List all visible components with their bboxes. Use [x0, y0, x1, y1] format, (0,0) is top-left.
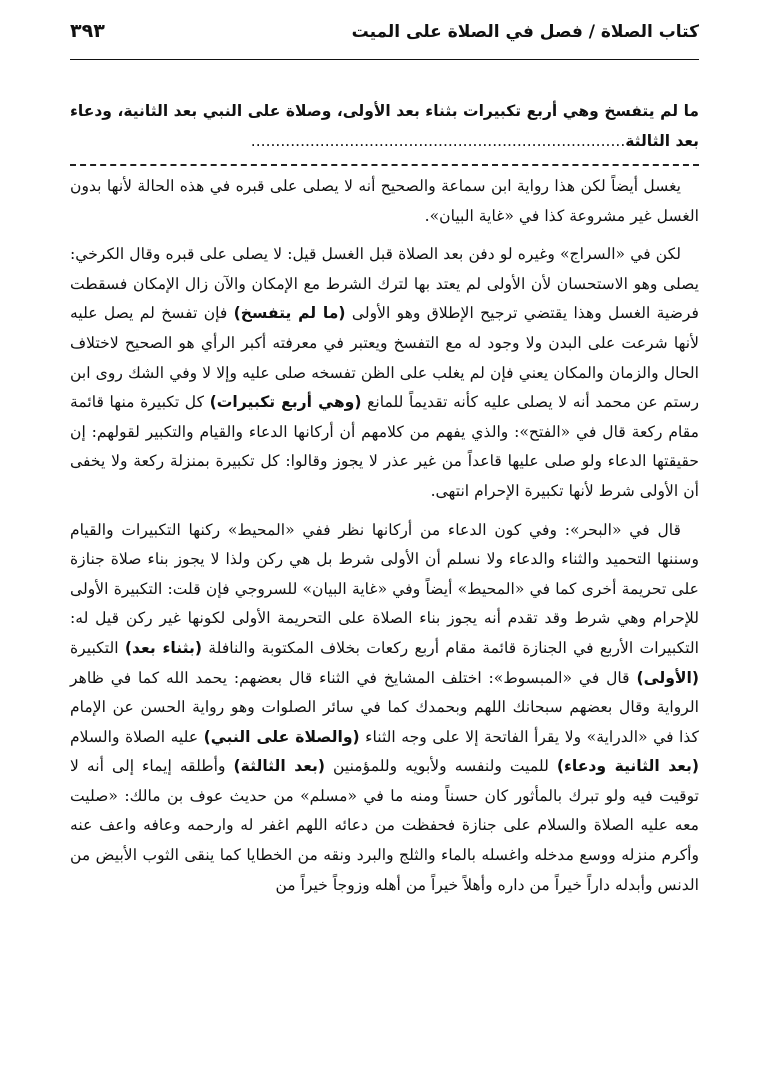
matn-quote: (الأولى) — [636, 668, 699, 687]
page-header — [70, 20, 699, 60]
paragraph-text: وأطلقه إيماء إلى أنه لا توقيت فيه ولو تبرك بالمأثور كان حسناً ومنه ما في «مسلم» من حديث عوف بن مالك: «صليت معه عليه الصلاة والسلام على جنازة فحفظت من دعائه اللهم اغفر له وارحمه وعافه واعف عنه وأكرم منزله ووسع مدخله واغسله بالماء والثلج والبرد ونقه من الخطايا كما ينقى الثوب الأبيض من الدنس وأبدله داراً خيراً من داره وأهلاً خيراً من أهله وزوجاً خيراً من — [70, 757, 699, 894]
matn-dots: ............................................................................ — [250, 132, 626, 150]
matn-quote: (بثناء بعد) — [124, 638, 202, 657]
matn-text: ما لم يتفسخ وهي أربع تكبيرات بثناء بعد الأولى، وصلاة على النبي بعد الثانية، ودعاء بعد الثالثة — [70, 102, 699, 150]
paragraph-text: لكن في «السراج» وغيره لو دفن بعد الصلاة قبل الغسل قيل: لا يصلى على قبره وقال الكرخي: يصلى وهو الاستحسان لأن الأولى لم يعتد بها لترك الشرط مع الإمكان والآن زال الإمكان فسقطت فرضية الغسل وهذا يقتضي ترجيح الإطلاق وهو الأولى — [70, 245, 699, 323]
paragraph-text: التكبيرة — [70, 638, 125, 657]
matn-quote: (بعد الثالثة) — [233, 757, 326, 776]
running-title: كتاب الصلاة / فصل في الصلاة على الميت — [351, 22, 699, 42]
matn-quote: (وهي أربع تكبيرات) — [209, 393, 362, 412]
paragraph-text: قال في «البحر»: وفي كون الدعاء من أركانها نظر ففي «المحيط» ركنها التكبيرات والقيام وسننها التحميد والثناء والدعاء ولا نسلم أن الأولى شرط بل هي ركن ولذا لا يجوز بناء صلاة جنازة على تحريمة أخرى كما في «المحيط» أيضاً وفي «غاية البيان» للسروجي فإن قلت: التكبيرة الأولى للإحرام وهي شرط وقد تقدم أنه يجوز بناء الصلاة على التحريمة الأولى لكونها غير ركن قيل له: التكبيرات الأربع في الجنازة قائمة مقام أربع ركعات بخلاف المكتوبة والنافلة — [70, 520, 699, 657]
commentary-body — [70, 172, 699, 900]
paragraph-text: كل تكبيرة منها قائمة مقام ركعة قال في «الفتح»: والذي يفهم من كلامهم أن أركانها الدعاء والقيام والتكبير لقولهم: إن حقيقتها الدعاء ولو صلى عليها قاعداً من غير عذر لا يجوز وقالوا: كل تكبيرة بمنزلة ركعة ولا يخفى أن الأولى شرط لأنها تكبيرة الإحرام انتهى. — [70, 393, 699, 500]
matn-quote: (والصلاة على النبي) — [203, 727, 360, 746]
commentary-paragraph — [70, 516, 699, 901]
matn-quote: (ما لم يتفسخ) — [233, 304, 346, 323]
dashed-divider — [70, 164, 699, 166]
commentary-paragraph — [70, 172, 699, 231]
paragraph-text: قال في «المبسوط»: اختلف المشايخ في الثناء قال بعضهم: يحمد الله كما في ظاهر الرواية وقال بعضهم سبحانك اللهم وبحمدك كما في سائر الصلوات وهو رواية الحسن عن الإمام كذا في «الدراية» ولا يقرأ الفاتحة إلا على وجه الثناء — [70, 668, 699, 746]
matn-quote: (بعد الثانية ودعاء) — [556, 757, 699, 776]
matn-text-block — [70, 96, 699, 156]
paragraph-text: للميت ولنفسه ولأبويه وللمؤمنين — [325, 757, 557, 776]
paragraph-text: فإن تفسخ لم يصل عليه لأنها شرعت على البدن ولا وجود له مع التفسخ ويعتبر في معرفته أكبر الرأي هو الصحيح لاختلاف الحال والزمان والمكان يعني فإن لم يغلب على الظن تفسخه صلى عليه وإلا لا وفي الشك روى ابن رستم عن محمد أنه لا يصلى عليه كأنه تقديماً للمانع — [70, 304, 699, 412]
page-number: ٣٩٣ — [70, 20, 105, 42]
commentary-paragraph — [70, 240, 699, 506]
paragraph-text: عليه الصلاة والسلام — [70, 727, 204, 746]
paragraph-text: يغسل أيضاً لكن هذا رواية ابن سماعة والصحيح أنه لا يصلى على قبره في هذه الحالة لأنها بدون الغسل غير مشروعة كذا في «غاية البيان». — [70, 177, 699, 225]
